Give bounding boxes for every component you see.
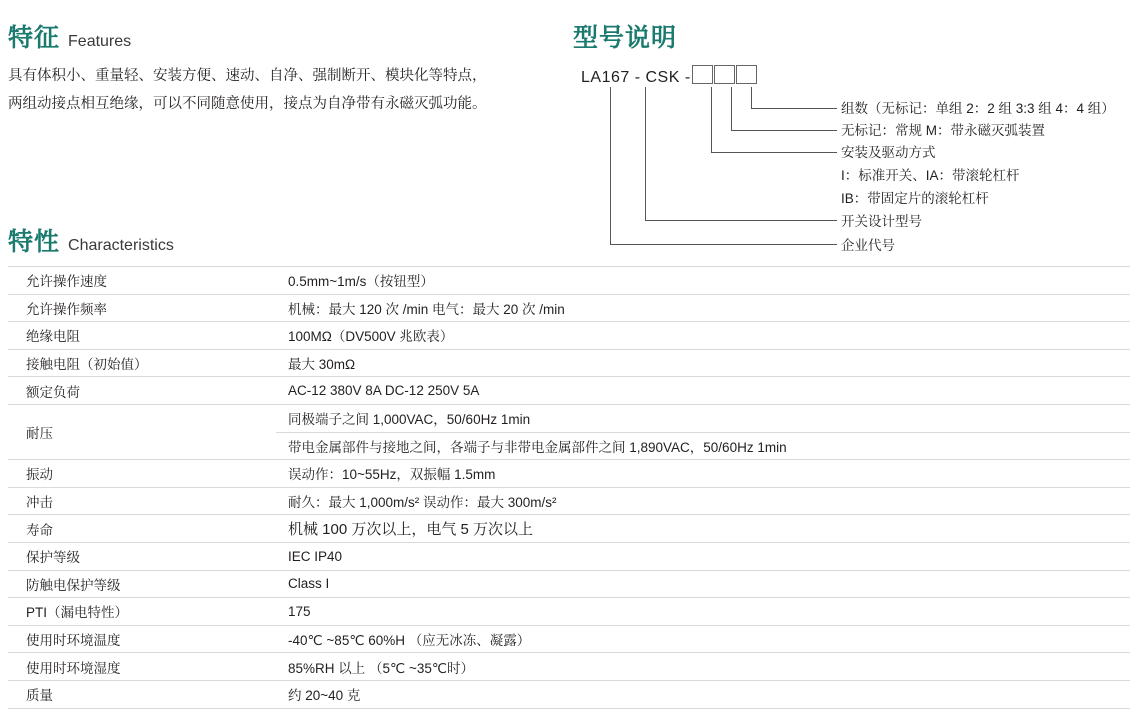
annotation-magnet: 无标记：常规 M：带永磁灭弧装置	[841, 123, 1045, 138]
annotation-group-count: 组数（无标记：单组 2：2 组 3:3 组 4：4 组）	[841, 101, 1115, 116]
row-value: 机械 100 万次以上，电气 5 万次以上	[276, 515, 1130, 543]
annotation-mounting: 安装及驱动方式	[841, 145, 936, 160]
row-value: 最大 30mΩ	[276, 349, 1130, 377]
annotation-company-code: 企业代号	[841, 238, 895, 253]
table-row	[8, 377, 1130, 405]
leader-line-design-h	[645, 220, 837, 221]
table-row	[8, 625, 1130, 653]
row-value: 约 20~40 克	[276, 680, 1130, 708]
table-row	[8, 487, 1130, 515]
features-heading	[8, 18, 131, 54]
row-label: 绝缘电阻	[8, 322, 276, 350]
row-label: 允许操作速度	[8, 267, 276, 295]
table-row	[8, 267, 1130, 295]
characteristics-table	[8, 266, 1130, 709]
table-row	[8, 542, 1130, 570]
table-row	[8, 349, 1130, 377]
features-line-1: 具有体积小、重量轻、安装方便、速动、自净、强制断开、模块化等特点，	[8, 68, 487, 84]
table-row	[8, 680, 1130, 708]
leader-line-group	[751, 87, 752, 109]
table-row	[8, 515, 1130, 543]
row-value: 0.5mm~1m/s（按钮型）	[276, 267, 1130, 295]
leader-line-company-h	[610, 244, 837, 245]
characteristics-heading	[8, 222, 174, 258]
row-label: 接触电阻（初始值）	[8, 349, 276, 377]
characteristics-heading-cn: 特性	[8, 228, 61, 256]
model-heading	[573, 18, 677, 54]
features-heading-en: Features	[68, 33, 132, 50]
row-value: 误动作：10~55Hz，双振幅 1.5mm	[276, 460, 1130, 488]
model-code-box-2	[714, 65, 735, 84]
table-row	[8, 598, 1130, 626]
row-label: 冲击	[8, 487, 276, 515]
row-value: AC-12 380V 8A DC-12 250V 5A	[276, 377, 1130, 405]
features-line-2: 两组动接点相互绝缘，可以不同随意使用，接点为自净带有永磁灭弧功能。	[8, 96, 487, 112]
row-label: 保护等级	[8, 542, 276, 570]
table-row	[8, 570, 1130, 598]
model-code-box-3	[736, 65, 757, 84]
row-label: 允许操作频率	[8, 294, 276, 322]
row-value: IEC IP40	[276, 542, 1130, 570]
row-label: PTI（漏电特性）	[8, 598, 276, 626]
characteristics-heading-en: Characteristics	[68, 237, 174, 254]
leader-line-mounting-h	[711, 152, 837, 153]
leader-line-mounting	[711, 87, 712, 153]
row-value: 同极端子之间 1,000VAC，50/60Hz 1min	[276, 404, 1130, 432]
leader-line-design	[645, 87, 646, 221]
annotation-lever-type-1: I：标准开关、IA：带滚轮杠杆	[841, 168, 1020, 183]
row-value: 耐久：最大 1,000m/s² 误动作：最大 300m/s²	[276, 487, 1130, 515]
table-row	[8, 404, 1130, 432]
features-heading-cn: 特征	[8, 24, 61, 52]
model-code-prefix: LA167 - CSK -	[581, 69, 691, 86]
leader-line-company	[610, 87, 611, 245]
model-heading-cn: 型号说明	[573, 24, 678, 52]
row-label: 质量	[8, 680, 276, 708]
leader-line-group-h	[751, 108, 837, 109]
annotation-design-model: 开关设计型号	[841, 214, 922, 229]
row-value: 带电金属部件与接地之间，各端子与非带电金属部件之间 1,890VAC，50/60Hz 1min	[276, 432, 1130, 460]
table-row	[8, 322, 1130, 350]
features-paragraph	[8, 62, 538, 118]
table-row	[8, 294, 1130, 322]
annotation-lever-type-2: IB：带固定片的滚轮杠杆	[841, 191, 989, 206]
row-label: 使用时环境湿度	[8, 653, 276, 681]
row-label: 额定负荷	[8, 377, 276, 405]
row-label: 防触电保护等级	[8, 570, 276, 598]
leader-line-magnet	[731, 87, 732, 131]
row-value: 100MΩ（DV500V 兆欧表）	[276, 322, 1130, 350]
row-label: 使用时环境温度	[8, 625, 276, 653]
row-value: 85%RH 以上 （5℃ ~35℃时）	[276, 653, 1130, 681]
table-row	[8, 653, 1130, 681]
leader-line-magnet-h	[731, 130, 837, 131]
model-code-diagram	[573, 60, 1133, 260]
row-label: 耐压	[8, 404, 276, 459]
row-label: 寿命	[8, 515, 276, 543]
row-value: Class I	[276, 570, 1130, 598]
row-value: -40℃ ~85℃ 60%H （应无冰冻、凝露）	[276, 625, 1130, 653]
row-label: 振动	[8, 460, 276, 488]
model-code-string	[581, 65, 757, 87]
row-value: 机械：最大 120 次 /min 电气：最大 20 次 /min	[276, 294, 1130, 322]
row-value: 175	[276, 598, 1130, 626]
model-code-box-1	[692, 65, 713, 84]
table-row	[8, 460, 1130, 488]
